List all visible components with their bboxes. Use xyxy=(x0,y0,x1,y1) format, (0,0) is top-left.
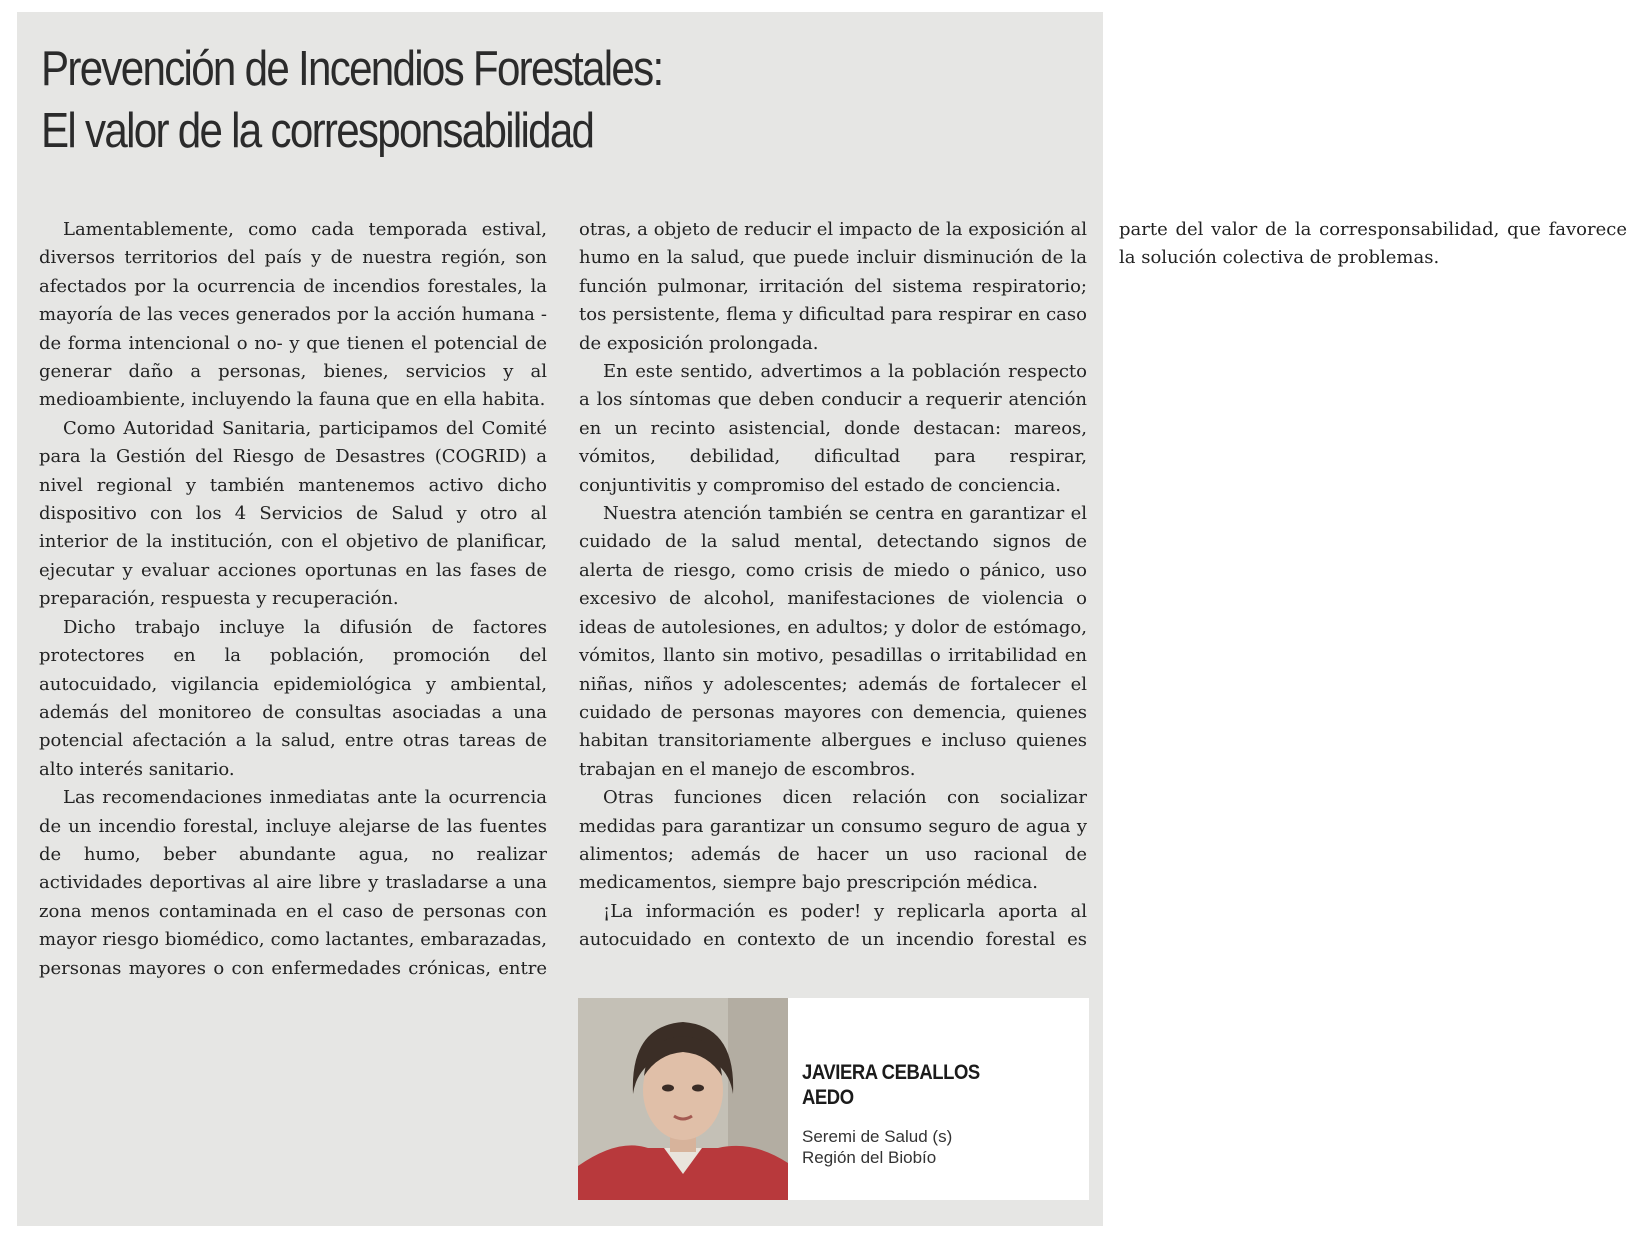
headline-line-1: Prevención de Incendios Forestales: xyxy=(41,42,663,96)
article-headline xyxy=(41,38,935,162)
author-portrait-image xyxy=(578,998,788,1200)
author-photo xyxy=(578,998,788,1200)
author-role-line-2: Región del Biobío xyxy=(802,1148,937,1167)
author-name: JAVIERA CEBALLOS AEDO xyxy=(802,1061,980,1109)
author-role xyxy=(802,1126,1062,1168)
headline-line-2: El valor de la corresponsabilidad xyxy=(41,104,594,158)
paragraph: En este sentido, advertimos a la población respecto a los síntomas que deben conducir a requerir atención en un recinto asistencial, donde destacan: mareos, vómitos, debilidad, dificultad para respirar, conjuntivitis y compromiso del estado de conciencia. xyxy=(579,361,1087,496)
opinion-column xyxy=(17,12,1627,1226)
paragraph: Lamentablemente, como cada temporada estival, diversos territorios del país y de nuestra región, son afectados por la ocurrencia de incendios forestales, la mayoría de las veces generados por la acción humana -de forma intencional o no- y que tienen el potencial de generar daño a personas, bienes, servicios y al medioambiente, incluyendo la fauna que en ella habita. xyxy=(39,219,547,411)
paragraph: Otras funciones dicen relación con socializar medidas para garantizar un consumo seguro de agua y alimentos; además de hacer un uso racional de medicamentos, siempre bajo prescripción médica. xyxy=(579,787,1087,894)
paragraph: Como Autoridad Sanitaria, participamos del Comité para la Gestión del Riesgo de Desastres (COGRID) a nivel regional y también mantenemos activo dicho dispositivo con los 4 Servicios de Salud y otro al interior de la institución, con el objetivo de planificar, ejecutar y evaluar acciones oportunas en las fases de preparación, respuesta y recuperación. xyxy=(39,417,547,610)
paragraph: Nuestra atención también se centra en garantizar el cuidado de la salud mental, detectando signos de alerta de riesgo, como crisis de miedo o pánico, uso excesivo de alcohol, manifestaciones de violencia o ideas de autolesiones, en adultos; y dolor de estómago, vómitos, llanto sin motivo, pesadillas o irritabilidad en niñas, niños y adolescentes; además de fortalecer el cuidado de personas mayores con demencia, quienes habitan transitoriamente albergues e incluso quienes trabajan en el manejo de escombros. xyxy=(579,503,1087,780)
paragraph: Dicho trabajo incluye la difusión de factores protectores en la población, promoción del autocuidado, vigilancia epidemiológica y ambiental, además del monitoreo de consultas asociadas a una potencial afectación a la salud, entre otras tareas de alto interés sanitario. xyxy=(39,616,547,780)
paragraph: ¡La información es poder! y replicarla aporta al autocuidado en contexto de un incendio forestal es parte del valor de la corresponsabilidad, que favorece la solución colectiva de problemas. xyxy=(579,219,1627,951)
article-body xyxy=(39,216,1627,1006)
author-role-line-1: Seremi de Salud (s) xyxy=(802,1127,953,1146)
paragraph: Las recomendaciones inmediatas ante la ocurrencia de un incendio forestal, incluye alejarse de las fuentes de humo, beber abundante agua, no realizar actividades deportivas al aire libre y trasladarse a una zona menos contaminada en el caso de personas con mayor riesgo biomédico, como lactantes, embarazadas, personas mayores o con enfermedades crónicas, entre otras, a objeto de reducir el impacto de la exposición al humo en la salud, que puede incluir disminución de la función pulmonar, irritación del sistema respiratorio; tos persistente, flema y dificultad para respirar en caso de exposición prolongada. xyxy=(39,219,1087,979)
author-box xyxy=(578,998,1089,1200)
